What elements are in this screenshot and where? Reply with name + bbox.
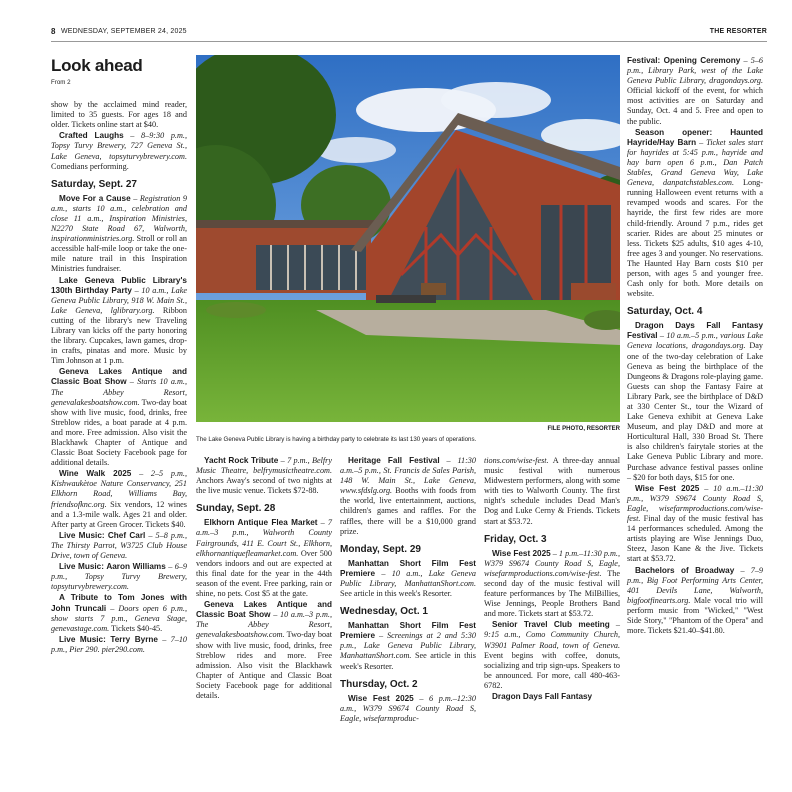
issue-date: WEDNESDAY, SEPTEMBER 24, 2025 [61,28,187,35]
header-rule [51,41,767,42]
event-item: Festival: Opening Ceremony – 5–6 p.m., Library Park, west of the Lake Geneva Public Library, dragondays.org. Official kickoff of the event, for which most activities are on Saturday and Sunday, Oct. 4 and 5. Free and open to the public. [627,56,764,126]
column-1 [51,56,187,656]
event-item: Bachelors of Broadway – 7–9 p.m., Big Foot Performing Arts Center, 401 Devils Lane, Walworth, bigfootfinearts.org. Male vocal trio will perform music from "Wicked," "West Side Story," "Phantom of the Opera" and more. Tickets $21.40–$41.80. [627,565,763,636]
event-item: Manhattan Short Film Fest Premiere – Screenings at 2 and 5:30 p.m., Lake Geneva Public Library, ManhattanShort.com. See article in this week's Resorter. [340,621,476,671]
page-number: 8 [51,27,56,36]
event-item: Elkhorn Antique Flea Market – 7 a.m.–3 p.m., Walworth County Fairgrounds, 411 E. Court St., Elkhorn, elkhornantiquefleamarket.com. Over 500 vendors indoors and out are expected at this final date for the year in the 44th season of the event. Free parking, rain or shine, no pets. Cost $5 at the gate. [196,518,332,599]
event-item: A Tribute to Tom Jones with John Truncali – Doors open 6 p.m., show starts 7 p.m., Geneva Stage, genevastage.com. Tickets $40-45. [51,593,187,633]
event-item: Manhattan Short Film Fest Premiere – 10 a.m., Lake Geneva Public Library, ManhattanShort.com. See article in this week's Resorter. [340,558,476,599]
event-item: Move For a Cause – Registration 9 a.m., starts 10 a.m., celebration and close 11 a.m., Inspiration Ministries, N2270 State Road 67, Walworth, inspirationministries.org. Stroll or roll an accessible half-mile loop or take the one-mile nature trail in this Inspiration Ministries fundraiser. [51,193,187,274]
event-item: Geneva Lakes Antique and Classic Boat Show – 10 a.m.–3 p.m., The Abbey Resort, genevalakesboatshow.com. Two-day boat show with live music, food, drinks, free Streblow rides and more. Free admission. Also visit the Blackhawk Chapter of Antique and Classic Boat Society Facebook page for additional details. [196,600,332,700]
event-item: Geneva Lakes Antique and Classic Boat Show – Starts 10 a.m., The Abbey Resort, genevalakesboatshow.com. Two-day boat show with live music, food, drinks, free Streblow rides, a boat parade at 4 p.m. and more. Free admission. Also visit the Blackhawk Chapter of Antique and Classic Boat Society Facebook page for additional details. [51,367,187,468]
event-item: Senior Travel Club meeting – 9:15 a.m., Como Community Church, W3901 Palmer Road, town of Geneva. Event begins with coffee, donuts, socializing and trip sign-ups. Speakers to be announced. For more, call 480-463-6782. [484,620,620,690]
event-item: Crafted Laughs – 8–9:30 p.m., Topsy Turvy Brewery, 727 Geneva St., Lake Geneva, topsyturvybrewery.com. Comedians performing. [51,131,187,171]
column-3 [340,456,476,725]
event-item: Season opener: Haunted Hayride/Hay Barn – Ticket sales start for hayrides at 5:45 p.m., hayride and hay barn open 6 p.m., Dan Patch Stables, Grand Geneva Way, Lake Geneva, danpatchstables.com. Long-running Halloween event returns with a revamped woods and scares. For the hayride, the first few rides are more child-friendly. Around 7 p.m., rides get scarier. Rides are about 25 minutes or less. Tickets $25 adults, $10 ages 4-10, free ages 3 and younger. No reservations. The Haunted Hay Barn costs $10 per person, with ages 5 and younger free. Cash only for both. More details on website. [627,127,764,299]
event-item: Wise Fest 2025 – 6 p.m.–12:30 a.m., W379 S9674 County Road S, Eagle, wisefarmproduc- [340,693,476,723]
library-photo [196,55,620,422]
column-4 [484,456,620,703]
photo-caption: The Lake Geneva Public Library is having a birthday party to celebrate its last 130 years of operations. [196,436,477,443]
intro-text: show by the acclaimed mind reader, limited to 35 guests. For ages 18 and older. Tickets online start at $40. [51,100,187,130]
date-heading: Saturday, Oct. 4 [627,306,703,318]
date-heading: Thursday, Oct. 2 [340,678,418,690]
column-5 [627,56,763,637]
event-item: tions.com/wise-fest. A three-day annual music festival with numerous Midwestern performers, along with some with ties to Walworth County. The first night's schedule includes Dead Man's Dog and Luke Cerny & Friends. Tickets start at $53.72. [484,456,620,526]
event-item: Yacht Rock Tribute – 7 p.m., Belfry Music Theatre, belfrymusictheatre.com. Anchors Away's second of two nights at the live music venue. Tickets $72-88. [196,456,332,496]
publication-name: THE RESORTER [709,28,767,35]
date-heading: Sunday, Sept. 28 [196,503,276,515]
date-heading: Saturday, Sept. 27 [51,178,137,190]
event-item: Heritage Fall Festival – 11:30 a.m.–5 p.m., St. Francis de Sales Parish, 148 W. Main St., Lake Geneva, www.sfdslg.org. Booths with foods from the world, live entertainment, auctions, children's games and raffles. For the raffles, there will be a $10,000 grand prize. [340,456,476,536]
photo-credit: FILE PHOTO, RESORTER [547,426,620,432]
event-item: Live Music: Terry Byrne – 7–10 p.m., Pier 290. pier290.com. [51,634,188,654]
event-item: Dragon Days Fall Fantasy [492,691,593,701]
date-heading: Friday, Oct. 3 [484,533,547,545]
event-item: Lake Geneva Public Library's 130th Birthday Party – 10 a.m., Lake Geneva Public Library, 918 W. Main St., Lake Geneva, lglibrary.org. Ribbon cutting of the library's new Traveling Library van kicks off the party honoring the library. Cupcakes, lawn games, drop-in crafts, pinatas and more. Music by Tim Johnson at 1 p.m. [51,275,187,366]
event-item: Live Music: Aaron Williams – 6–9 p.m., Topsy Turvy Brewery, topsyturvybrewery.com. [51,562,187,592]
date-heading: Monday, Sept. 29 [340,543,421,555]
event-item: Wise Fest 2025 – 10 a.m.–11:30 p.m., W379 S9674 County Road S, Eagle, wisefarmproductions.com/wise-fest. Final day of the music festival has 14 performances scheduled. Among the artists playing are Wise Jennings Duo, Steez, Jason Kane & the Jive. Tickets start at $53.72. [627,483,764,564]
section-title: Look ahead [51,56,143,75]
event-item: Dragon Days Fall Fantasy Festival – 10 a.m.–5 p.m., various Lake Geneva locations, dragondays.org. Day one of the two-day celebration of Lake Geneva as being the birthplace of the Dungeons & Dragons role-playing game. Guests can shop the Fantasy Faire at Library Park, see the birthplace of D&D at 330 Center St., tour the Wizard of Lake Geneva exhibit at Geneva Lake Museum, and play D&D and more at Horticultural Hall, 330 Broad St. There is also children's fairytale stories at the Lake Geneva Public Library and more. Purchase advance festival passes online – $20 for both days, $15 for one. [627,321,763,482]
column-2 [196,456,332,702]
jump-from: From 2 [51,79,71,86]
event-item: Wise Fest 2025 – 1 p.m.–11:30 p.m., W379 S9674 County Road S, Eagle, wisefarmproductions.com/wise-fest. The second day of the music festival will feature performances by The MilBillies, Wise Jennings, People Brothers Band and more. Tickets start at $53.72. [484,548,620,619]
event-item: Live Music: Chef Carl – 5–8 p.m., The Thirsty Parrot, W3725 Club House Drive, town of Geneva. [51,530,187,561]
date-heading: Wednesday, Oct. 1 [340,606,428,618]
page-header [51,27,767,41]
event-item: Wine Walk 2025 – 2–5 p.m., Kishwaukètoe Nature Conservancy, 251 Elkhorn Road, Williams Bay, friendsofknc.org. Six vendors, 12 wines and a 1.3-mile walk. Ages 21 and older. After party at Green Grocer. Tickets $40. [51,469,187,529]
